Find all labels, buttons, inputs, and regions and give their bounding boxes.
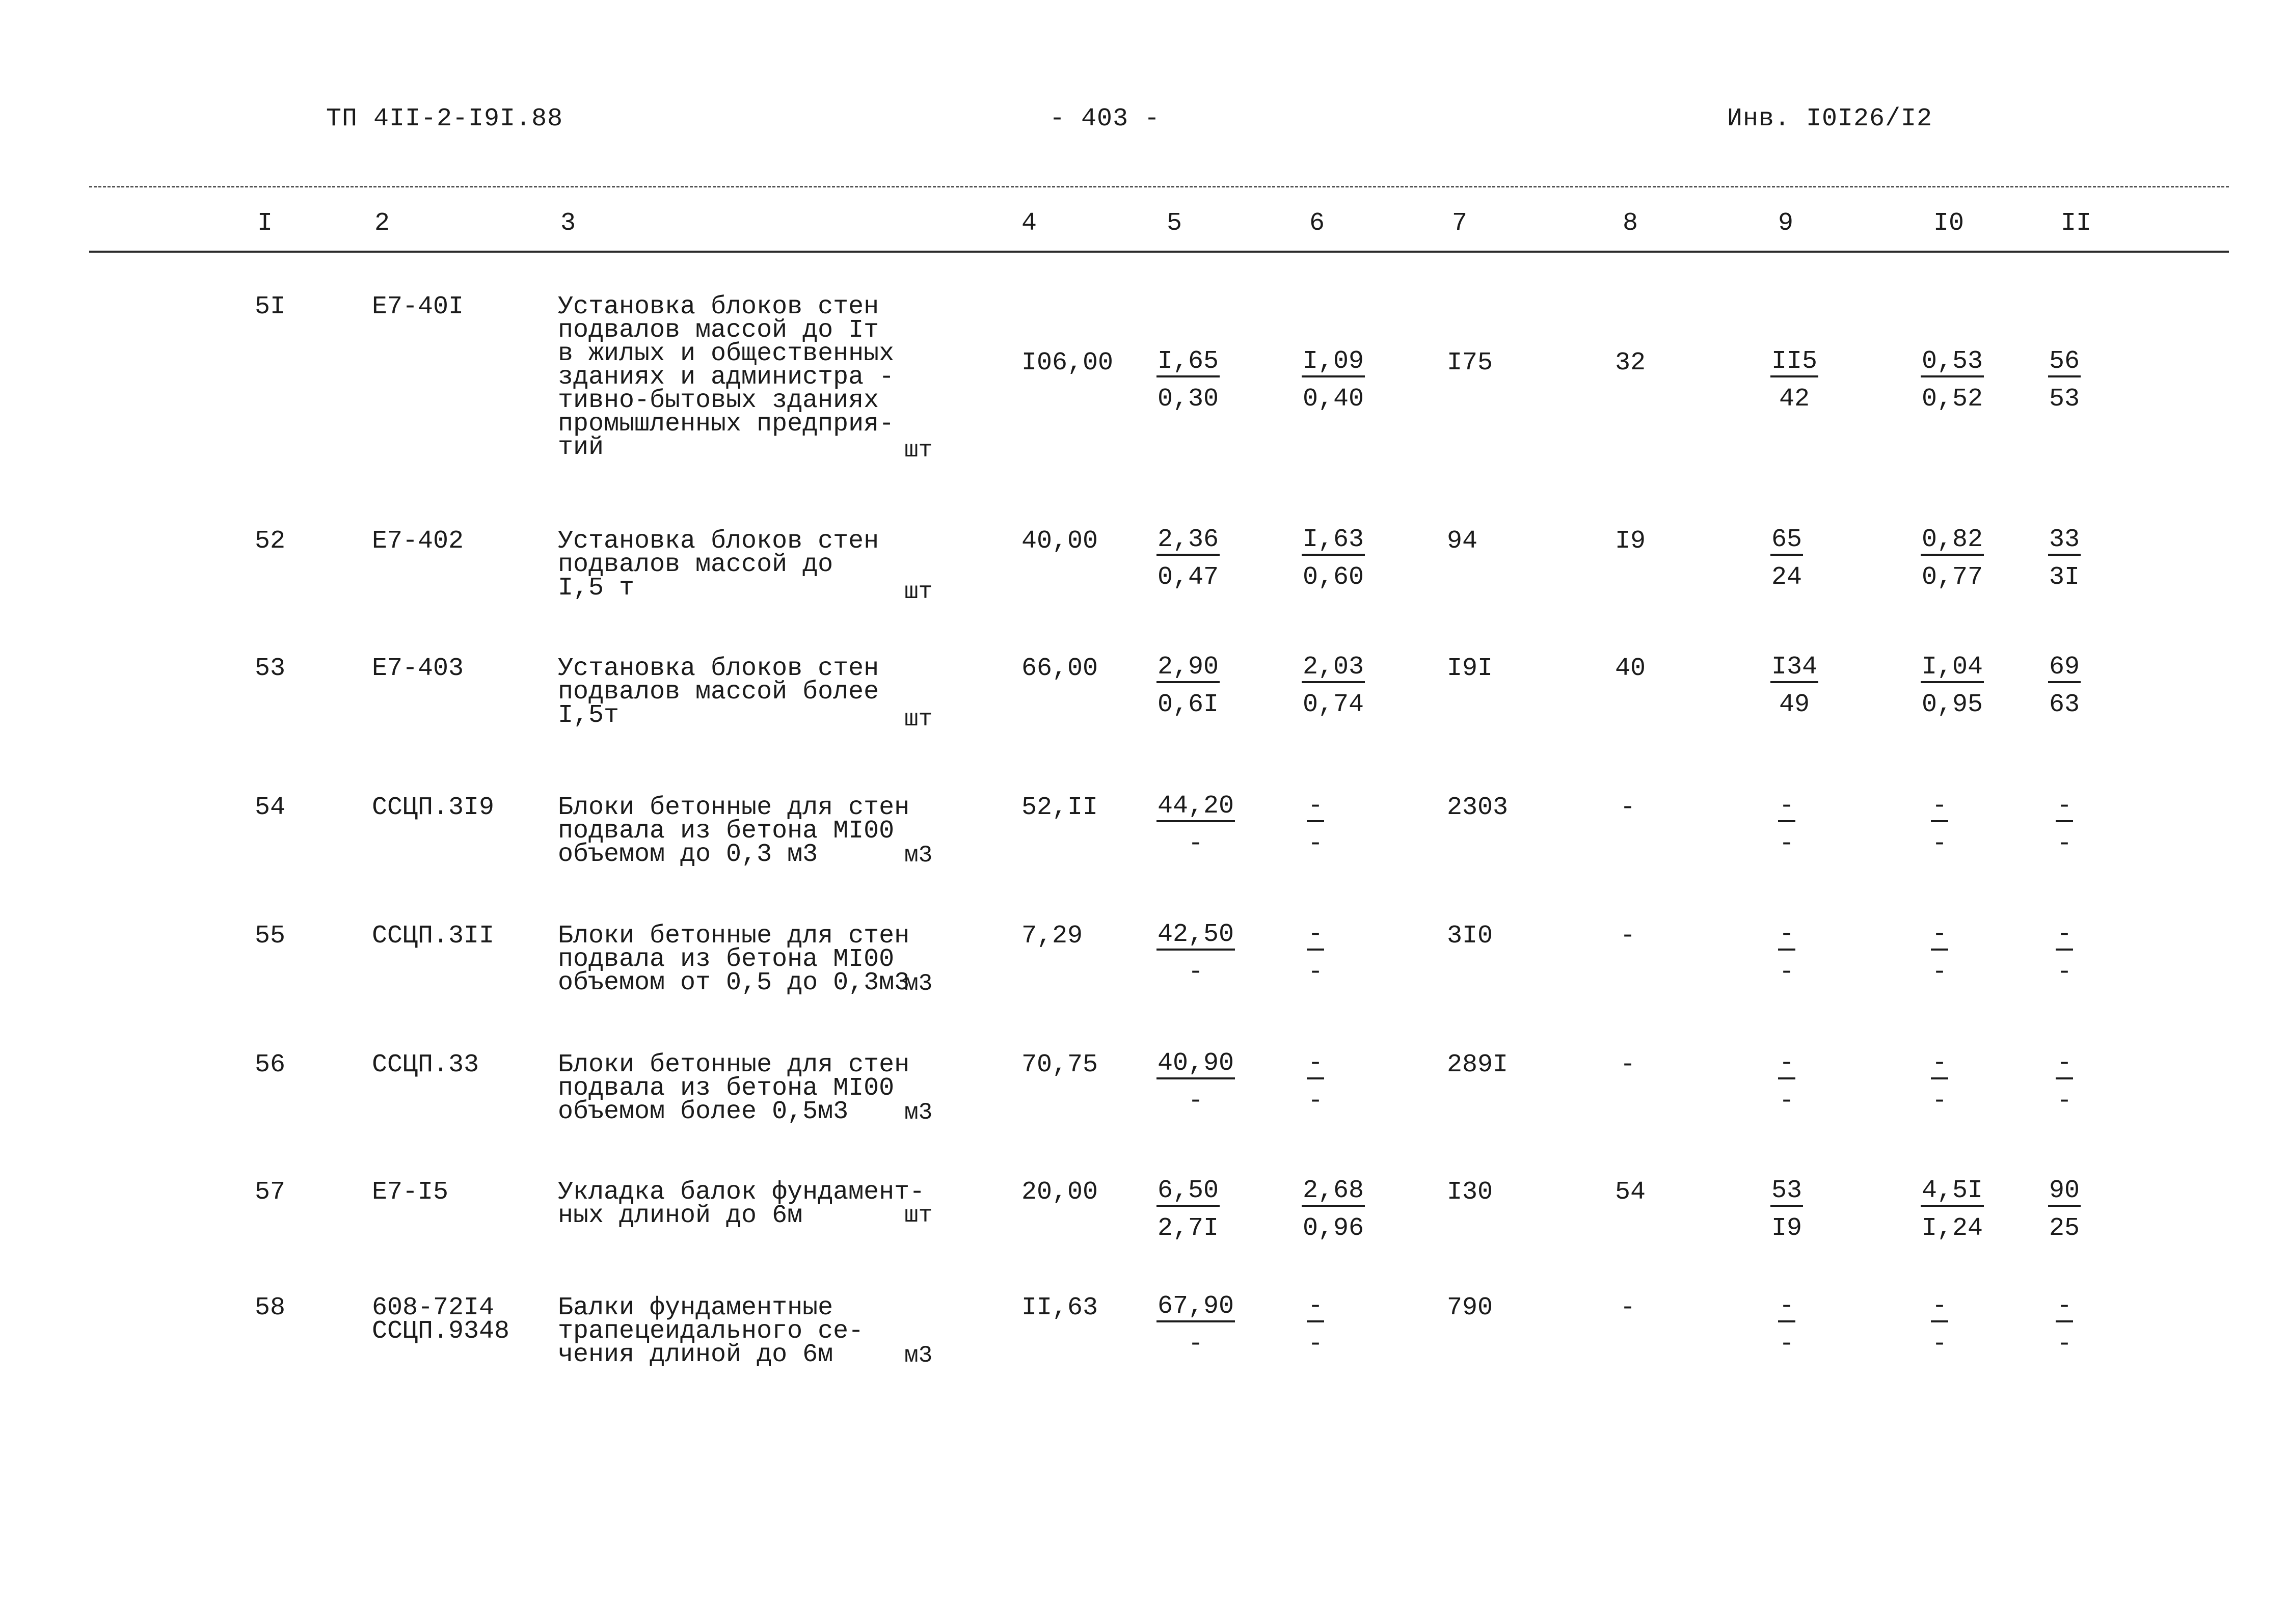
row-col10: - - <box>1932 1292 1948 1359</box>
row-col5: $\frac{2,36}{0,47}$ <box>1158 525 1219 592</box>
doc-code: ТП 4II-2-I9I.88 <box>326 104 563 133</box>
row-col8: - <box>1620 1050 1636 1079</box>
row-code: Е7-I5 <box>372 1178 449 1207</box>
row-col11: $\frac{56}{53}$ <box>2049 347 2080 414</box>
col-head-1: I <box>257 209 273 238</box>
row-col10: $\frac{4,5I}{I,24}$ <box>1922 1176 1983 1243</box>
row-col6: - - <box>1308 1049 1324 1116</box>
row-col6: $\frac{I,09}{0,40}$ <box>1303 347 1364 414</box>
row-col6: - - <box>1308 920 1324 987</box>
row-col5: 44,20 - <box>1158 792 1234 858</box>
row-col8: 40 <box>1615 654 1646 683</box>
row-col9: $\frac{53}{I9}$ <box>1771 1176 1802 1243</box>
row-unit: шт <box>904 706 933 733</box>
row-number: 5I <box>255 292 286 321</box>
row-col6: $\frac{2,68}{0,96}$ <box>1303 1176 1364 1243</box>
row-col7: 289I <box>1447 1050 1509 1079</box>
top-rule <box>89 186 2229 187</box>
row-code: Е7-402 <box>372 527 464 556</box>
row-col5: 42,50 - <box>1158 920 1234 987</box>
row-col5: 40,90 - <box>1158 1049 1234 1116</box>
row-col9: - - <box>1779 920 1795 987</box>
row-number: 54 <box>255 793 286 822</box>
row-col10: $\frac{0,53}{0,52}$ <box>1922 347 1983 414</box>
row-description: Укладка балок фундамент- ных длиной до 6м <box>558 1178 925 1230</box>
row-code: ССЦП.3I9 <box>372 793 495 822</box>
row-description: Балки фундаментные трапецеидального се- чения длиной до 6м <box>558 1293 864 1369</box>
row-col8: 32 <box>1615 348 1646 377</box>
row-description: Установка блоков стен подвалов массой до Iт в жилых и общественных зданиях и администра - тивно-бытовых зданиях промышленных предприя- тий <box>558 292 895 462</box>
row-col11: - - <box>2057 1049 2073 1116</box>
row-col9: - - <box>1779 1292 1795 1359</box>
row-col11: $\frac{33}{3I}$ <box>2049 525 2080 592</box>
row-col8: 54 <box>1615 1178 1646 1207</box>
row-col9: - - <box>1779 792 1795 858</box>
inventory-number: Инв. I0I26/I2 <box>1727 104 1933 133</box>
row-col11: $\frac{90}{25}$ <box>2049 1176 2080 1243</box>
row-unit: шт <box>904 579 933 605</box>
row-description: Блоки бетонные для стен подвала из бетона МI00 объемом более 0,5м3 <box>558 1050 910 1126</box>
row-col4: 20,00 <box>1021 1178 1098 1207</box>
row-col7: I75 <box>1447 348 1493 377</box>
row-col5: 67,90 - <box>1158 1292 1234 1359</box>
row-number: 52 <box>255 527 286 556</box>
row-col10: - - <box>1932 1049 1948 1116</box>
row-col11: - - <box>2057 920 2073 987</box>
row-col7: I9I <box>1447 654 1493 683</box>
row-col4: 70,75 <box>1021 1050 1098 1079</box>
col-head-7: 7 <box>1452 209 1468 238</box>
row-description: Блоки бетонные для стен подвала из бетона МI00 объемом от 0,5 до 0,3м3 <box>558 922 910 997</box>
row-col10: $\frac{I,04}{0,95}$ <box>1922 653 1983 719</box>
row-number: 58 <box>255 1293 286 1322</box>
row-number: 57 <box>255 1178 286 1207</box>
row-col8: - <box>1620 793 1636 822</box>
col-head-8: 8 <box>1623 209 1638 238</box>
row-col6: - - <box>1308 792 1324 858</box>
row-code: ССЦП.33 <box>372 1050 479 1079</box>
row-unit: м3 <box>904 1099 933 1126</box>
col-head-11: II <box>2061 209 2092 238</box>
row-col5: $\frac{I,65}{0,30}$ <box>1158 347 1219 414</box>
col-head-5: 5 <box>1167 209 1182 238</box>
row-col7: 2303 <box>1447 793 1509 822</box>
row-col7: 790 <box>1447 1293 1493 1322</box>
row-number: 56 <box>255 1050 286 1079</box>
row-col7: I30 <box>1447 1178 1493 1207</box>
row-col6: $\frac{2,03}{0,74}$ <box>1303 653 1364 719</box>
row-col9: $\frac{I34}{49}$ <box>1771 653 1818 719</box>
col-head-6: 6 <box>1309 209 1325 238</box>
row-col9: $\frac{II5}{42}$ <box>1771 347 1818 414</box>
row-col10: - - <box>1932 920 1948 987</box>
page-number: - 403 - <box>1050 104 1161 133</box>
row-code: Е7-40I <box>372 292 464 321</box>
row-unit: м3 <box>904 842 933 869</box>
row-col6: $\frac{I,63}{0,60}$ <box>1303 525 1364 592</box>
row-col11: - - <box>2057 792 2073 858</box>
row-col7: 94 <box>1447 527 1478 556</box>
row-col4: II,63 <box>1021 1293 1098 1322</box>
row-unit: м3 <box>904 1342 933 1369</box>
col-head-9: 9 <box>1778 209 1794 238</box>
row-number: 55 <box>255 922 286 951</box>
row-col10: - - <box>1932 792 1948 858</box>
row-col8: I9 <box>1615 527 1646 556</box>
header-rule <box>89 251 2229 253</box>
row-col9: - - <box>1779 1049 1795 1116</box>
row-col5: $\frac{6,50}{2,7I}$ <box>1158 1176 1219 1243</box>
row-col4: 52,II <box>1021 793 1098 822</box>
row-code: Е7-403 <box>372 654 464 683</box>
row-col10: $\frac{0,82}{0,77}$ <box>1922 525 1983 592</box>
row-col4: 7,29 <box>1021 922 1083 951</box>
row-unit: м3 <box>904 970 933 997</box>
row-col4: I06,00 <box>1021 348 1114 377</box>
row-col5: $\frac{2,90}{0,6I}$ <box>1158 653 1219 719</box>
col-head-10: I0 <box>1933 209 1965 238</box>
row-col4: 66,00 <box>1021 654 1098 683</box>
row-code: 608-72I4 <box>372 1293 495 1322</box>
col-head-4: 4 <box>1021 209 1037 238</box>
row-unit: шт <box>904 437 933 464</box>
row-unit: шт <box>904 1202 933 1229</box>
row-col11: $\frac{69}{63}$ <box>2049 653 2080 719</box>
row-description: Установка блоков стен подвалов массой до I,5 т <box>558 527 879 603</box>
row-description: Установка блоков стен подвалов массой более I,5т <box>558 654 879 730</box>
row-number: 53 <box>255 654 286 683</box>
col-head-2: 2 <box>374 209 390 238</box>
row-col8: - <box>1620 922 1636 951</box>
row-description: Блоки бетонные для стен подвала из бетона МI00 объемом до 0,3 м3 <box>558 793 910 869</box>
row-code: ССЦП.3II <box>372 922 495 951</box>
row-col7: 3I0 <box>1447 922 1493 951</box>
row-col6: - - <box>1308 1292 1324 1359</box>
row-col8: - <box>1620 1293 1636 1322</box>
row-col4: 40,00 <box>1021 527 1098 556</box>
row-code-secondary: ССЦП.9348 <box>372 1317 510 1346</box>
row-col11: - - <box>2057 1292 2073 1359</box>
row-col9: $\frac{65}{24}$ <box>1771 525 1802 592</box>
col-head-3: 3 <box>560 209 576 238</box>
